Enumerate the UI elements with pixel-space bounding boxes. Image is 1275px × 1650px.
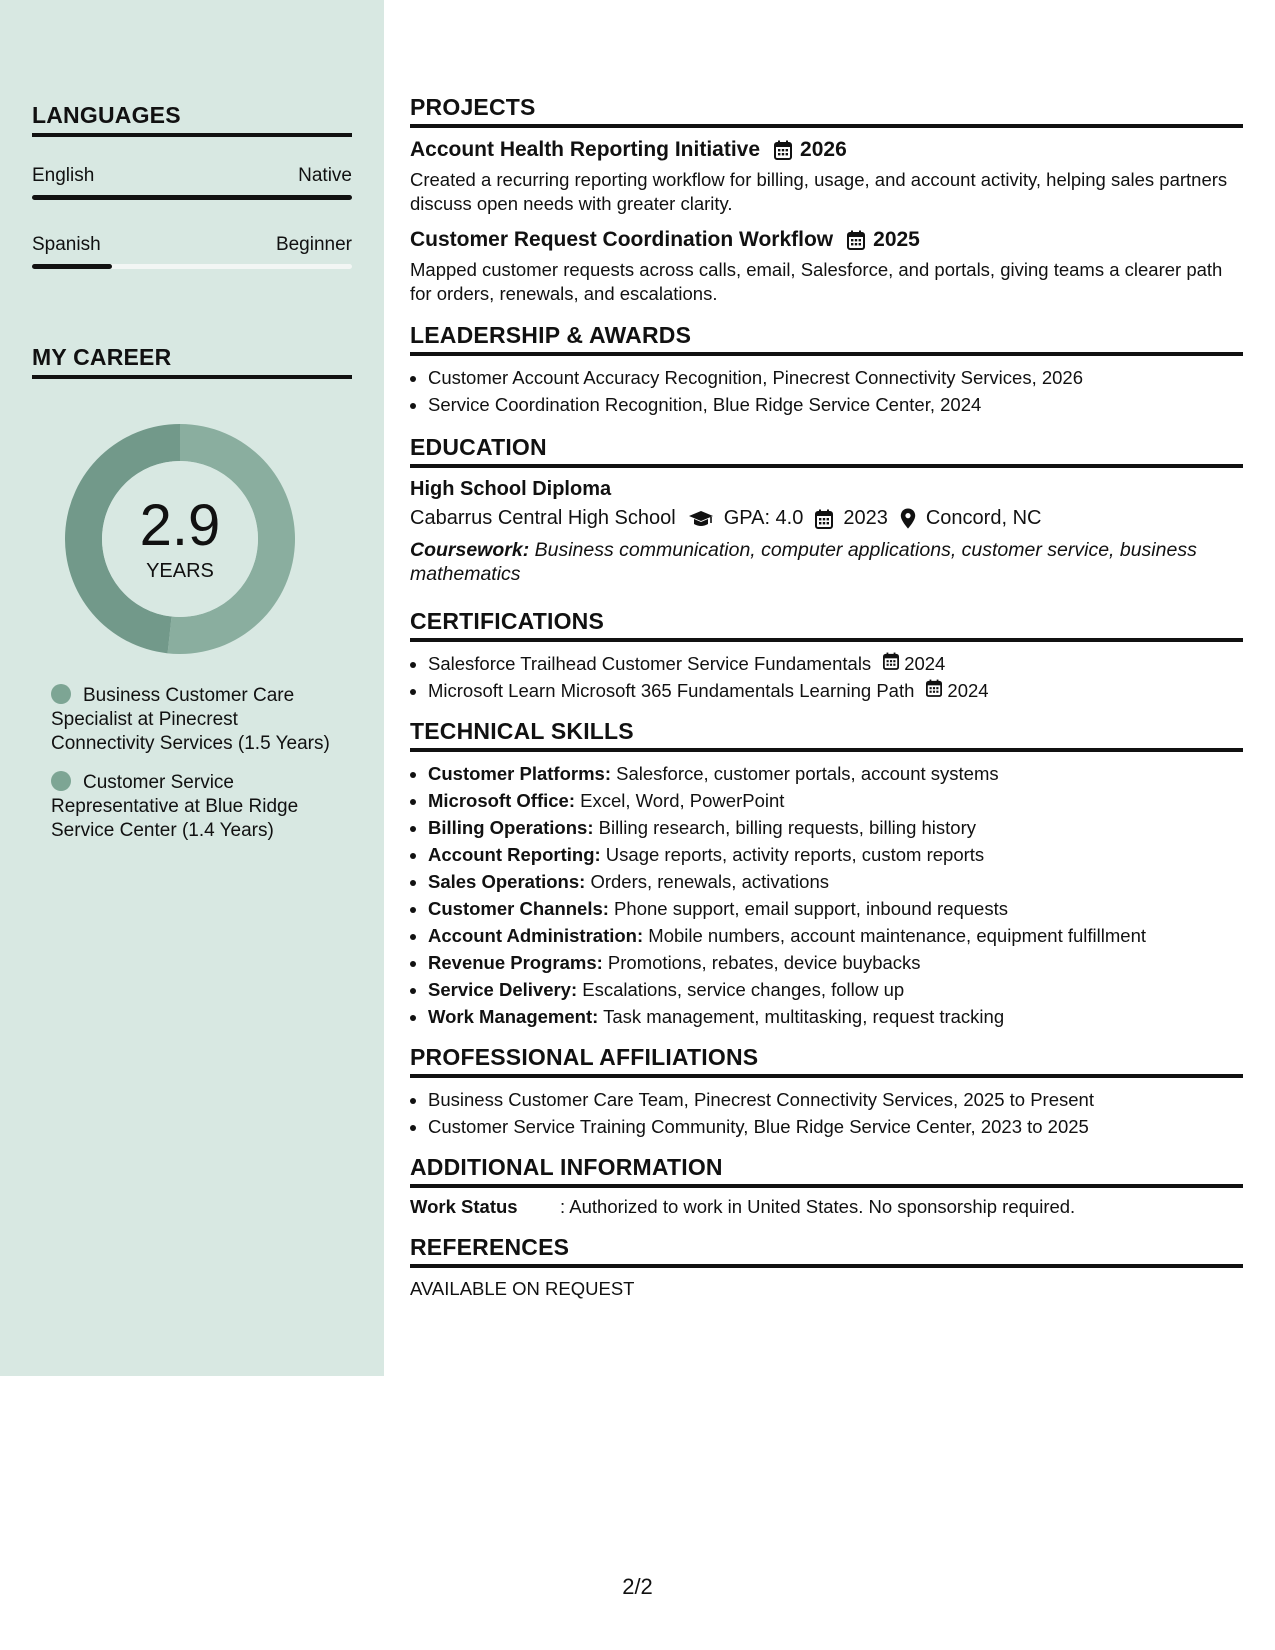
leadership-heading: LEADERSHIP & AWARDS	[410, 322, 1243, 356]
affiliations-list	[410, 1086, 1243, 1140]
languages-heading: LANGUAGES	[32, 102, 352, 137]
career-section	[32, 344, 352, 379]
list-item	[428, 1003, 1243, 1030]
career-total: 2.9	[139, 493, 221, 558]
list-item	[428, 677, 1243, 704]
career-item-text: Business Customer Care Specialist at Pinecrest Connectivity Services (1.5 Years)	[51, 685, 330, 754]
language-row	[32, 165, 352, 187]
career-item-text: Customer Service Representative at Blue Ridge Service Center (1.4 Years)	[51, 772, 299, 841]
project-title-text: Account Health Reporting Initiative	[410, 138, 761, 161]
list-item	[428, 841, 1243, 868]
education-heading: EDUCATION	[410, 434, 1243, 468]
language-level: Beginner	[275, 234, 352, 255]
certification-name: Salesforce Trailhead Customer Service Fundamentals	[428, 653, 872, 674]
skill-value: Excel, Word, PowerPoint	[574, 790, 785, 811]
language-row	[32, 234, 352, 256]
projects-heading: PROJECTS	[410, 94, 1243, 128]
list-item	[428, 922, 1243, 949]
list-item	[428, 814, 1243, 841]
calendar-icon	[774, 140, 792, 160]
skill-value: Escalations, service changes, follow up	[577, 979, 905, 1000]
language-level: Native	[298, 165, 352, 186]
certifications-list	[410, 650, 1243, 704]
skill-label: Customer Platforms:	[428, 763, 611, 784]
skill-value: Phone support, email support, inbound requests	[608, 898, 1008, 919]
main-content	[410, 94, 1243, 1300]
skill-label: Service Delivery:	[428, 979, 578, 1000]
calendar-icon	[926, 679, 942, 697]
list-item: • Business Customer Care Team, Pinecrest Connectivity Services, 2025 to Present	[428, 1086, 1243, 1113]
leadership-list	[410, 364, 1243, 418]
certifications-heading: CERTIFICATIONS	[410, 608, 1243, 642]
skill-value: Promotions, rebates, device buybacks	[602, 952, 921, 973]
degree: High School Diploma	[410, 478, 612, 500]
career-donut	[65, 424, 295, 654]
skill-label: Billing Operations:	[428, 817, 594, 838]
certification-name: Microsoft Learn Microsoft 365 Fundamentals Learning Path	[428, 680, 915, 701]
project-year: 2025	[873, 228, 920, 251]
career-dot-icon	[51, 684, 71, 704]
work-status-value: : Authorized to work in United States. No sponsorship required.	[560, 1196, 1076, 1217]
work-status-row	[410, 1196, 1243, 1218]
skill-value: Usage reports, activity reports, custom reports	[600, 844, 985, 865]
language-proficiency-fill	[32, 195, 352, 200]
location: Concord, NC	[925, 507, 1042, 529]
coursework-label: Coursework:	[410, 539, 530, 561]
skill-label: Account Administration:	[428, 925, 644, 946]
list-item	[428, 650, 1243, 677]
skill-value: Task management, multitasking, request tracking	[598, 1006, 1005, 1027]
career-unit: YEARS	[146, 560, 214, 582]
project-title	[410, 138, 1243, 162]
page-number: 2/2	[622, 1574, 653, 1599]
list-item	[428, 787, 1243, 814]
skill-label: Customer Channels:	[428, 898, 609, 919]
references-heading: REFERENCES	[410, 1234, 1243, 1268]
graduation-year: 2023	[843, 507, 888, 529]
coursework-text: Business communication, computer applications, customer service, business mathematics	[410, 539, 1197, 585]
list-item	[428, 949, 1243, 976]
skill-value: Orders, renewals, activations	[585, 871, 829, 892]
skills-list	[410, 760, 1243, 1030]
skill-label: Revenue Programs:	[428, 952, 603, 973]
affiliations-heading: PROFESSIONAL AFFILIATIONS	[410, 1044, 1243, 1078]
skill-value: Mobile numbers, account maintenance, equipment fulfillment	[643, 925, 1147, 946]
language-proficiency-fill	[32, 264, 112, 269]
project-title-text: Customer Request Coordination Workflow	[410, 228, 834, 251]
project-description: Mapped customer requests across calls, email, Salesforce, and portals, giving teams a clearer path for orders, renewals, and escalations.	[410, 259, 1223, 304]
career-item	[51, 684, 341, 756]
certification-year: 2024	[904, 653, 946, 674]
education-details	[410, 507, 1243, 530]
skills-heading: TECHNICAL SKILLS	[410, 718, 1243, 752]
list-item: • Customer Account Accuracy Recognition, Pinecrest Connectivity Services, 2026	[428, 364, 1243, 391]
list-item	[428, 895, 1243, 922]
additional-heading: ADDITIONAL INFORMATION	[410, 1154, 1243, 1188]
skill-label: Work Management:	[428, 1006, 599, 1027]
languages-section	[32, 102, 352, 269]
career-heading: MY CAREER	[32, 344, 352, 379]
certification-year: 2024	[947, 680, 989, 701]
list-item: • Service Coordination Recognition, Blue Ridge Service Center, 2024	[428, 391, 1243, 418]
school-name: Cabarrus Central High School	[410, 507, 676, 529]
references-text: AVAILABLE ON REQUEST	[410, 1278, 635, 1299]
coursework	[410, 538, 1243, 586]
sidebar	[0, 0, 384, 1376]
list-item	[428, 868, 1243, 895]
career-item	[51, 771, 341, 843]
graduation-cap-icon	[688, 510, 714, 528]
language-proficiency-bar	[32, 195, 352, 200]
languages-list	[32, 165, 352, 269]
calendar-icon	[847, 230, 865, 250]
list-item	[428, 976, 1243, 1003]
calendar-icon	[815, 509, 833, 529]
calendar-icon	[883, 652, 899, 670]
skill-value: Billing research, billing requests, billing history	[593, 817, 976, 838]
project-title	[410, 228, 1243, 252]
project-description: Created a recurring reporting workflow for billing, usage, and account activity, helping sales partners discuss open needs with greater clarity.	[410, 169, 1228, 214]
language-proficiency-bar	[32, 264, 352, 269]
skill-label: Account Reporting:	[428, 844, 601, 865]
skill-label: Sales Operations:	[428, 871, 586, 892]
location-pin-icon	[900, 508, 916, 529]
list-item: • Customer Service Training Community, Blue Ridge Service Center, 2023 to 2025	[428, 1113, 1243, 1140]
career-dot-icon	[51, 771, 71, 791]
gpa: GPA: 4.0	[723, 507, 804, 529]
list-item	[428, 760, 1243, 787]
skill-label: Microsoft Office:	[428, 790, 575, 811]
work-status-label: Work Status	[410, 1196, 518, 1217]
skill-value: Salesforce, customer portals, account systems	[610, 763, 999, 784]
language-name: English	[32, 165, 95, 186]
project-year: 2026	[800, 138, 847, 161]
language-name: Spanish	[32, 234, 101, 255]
